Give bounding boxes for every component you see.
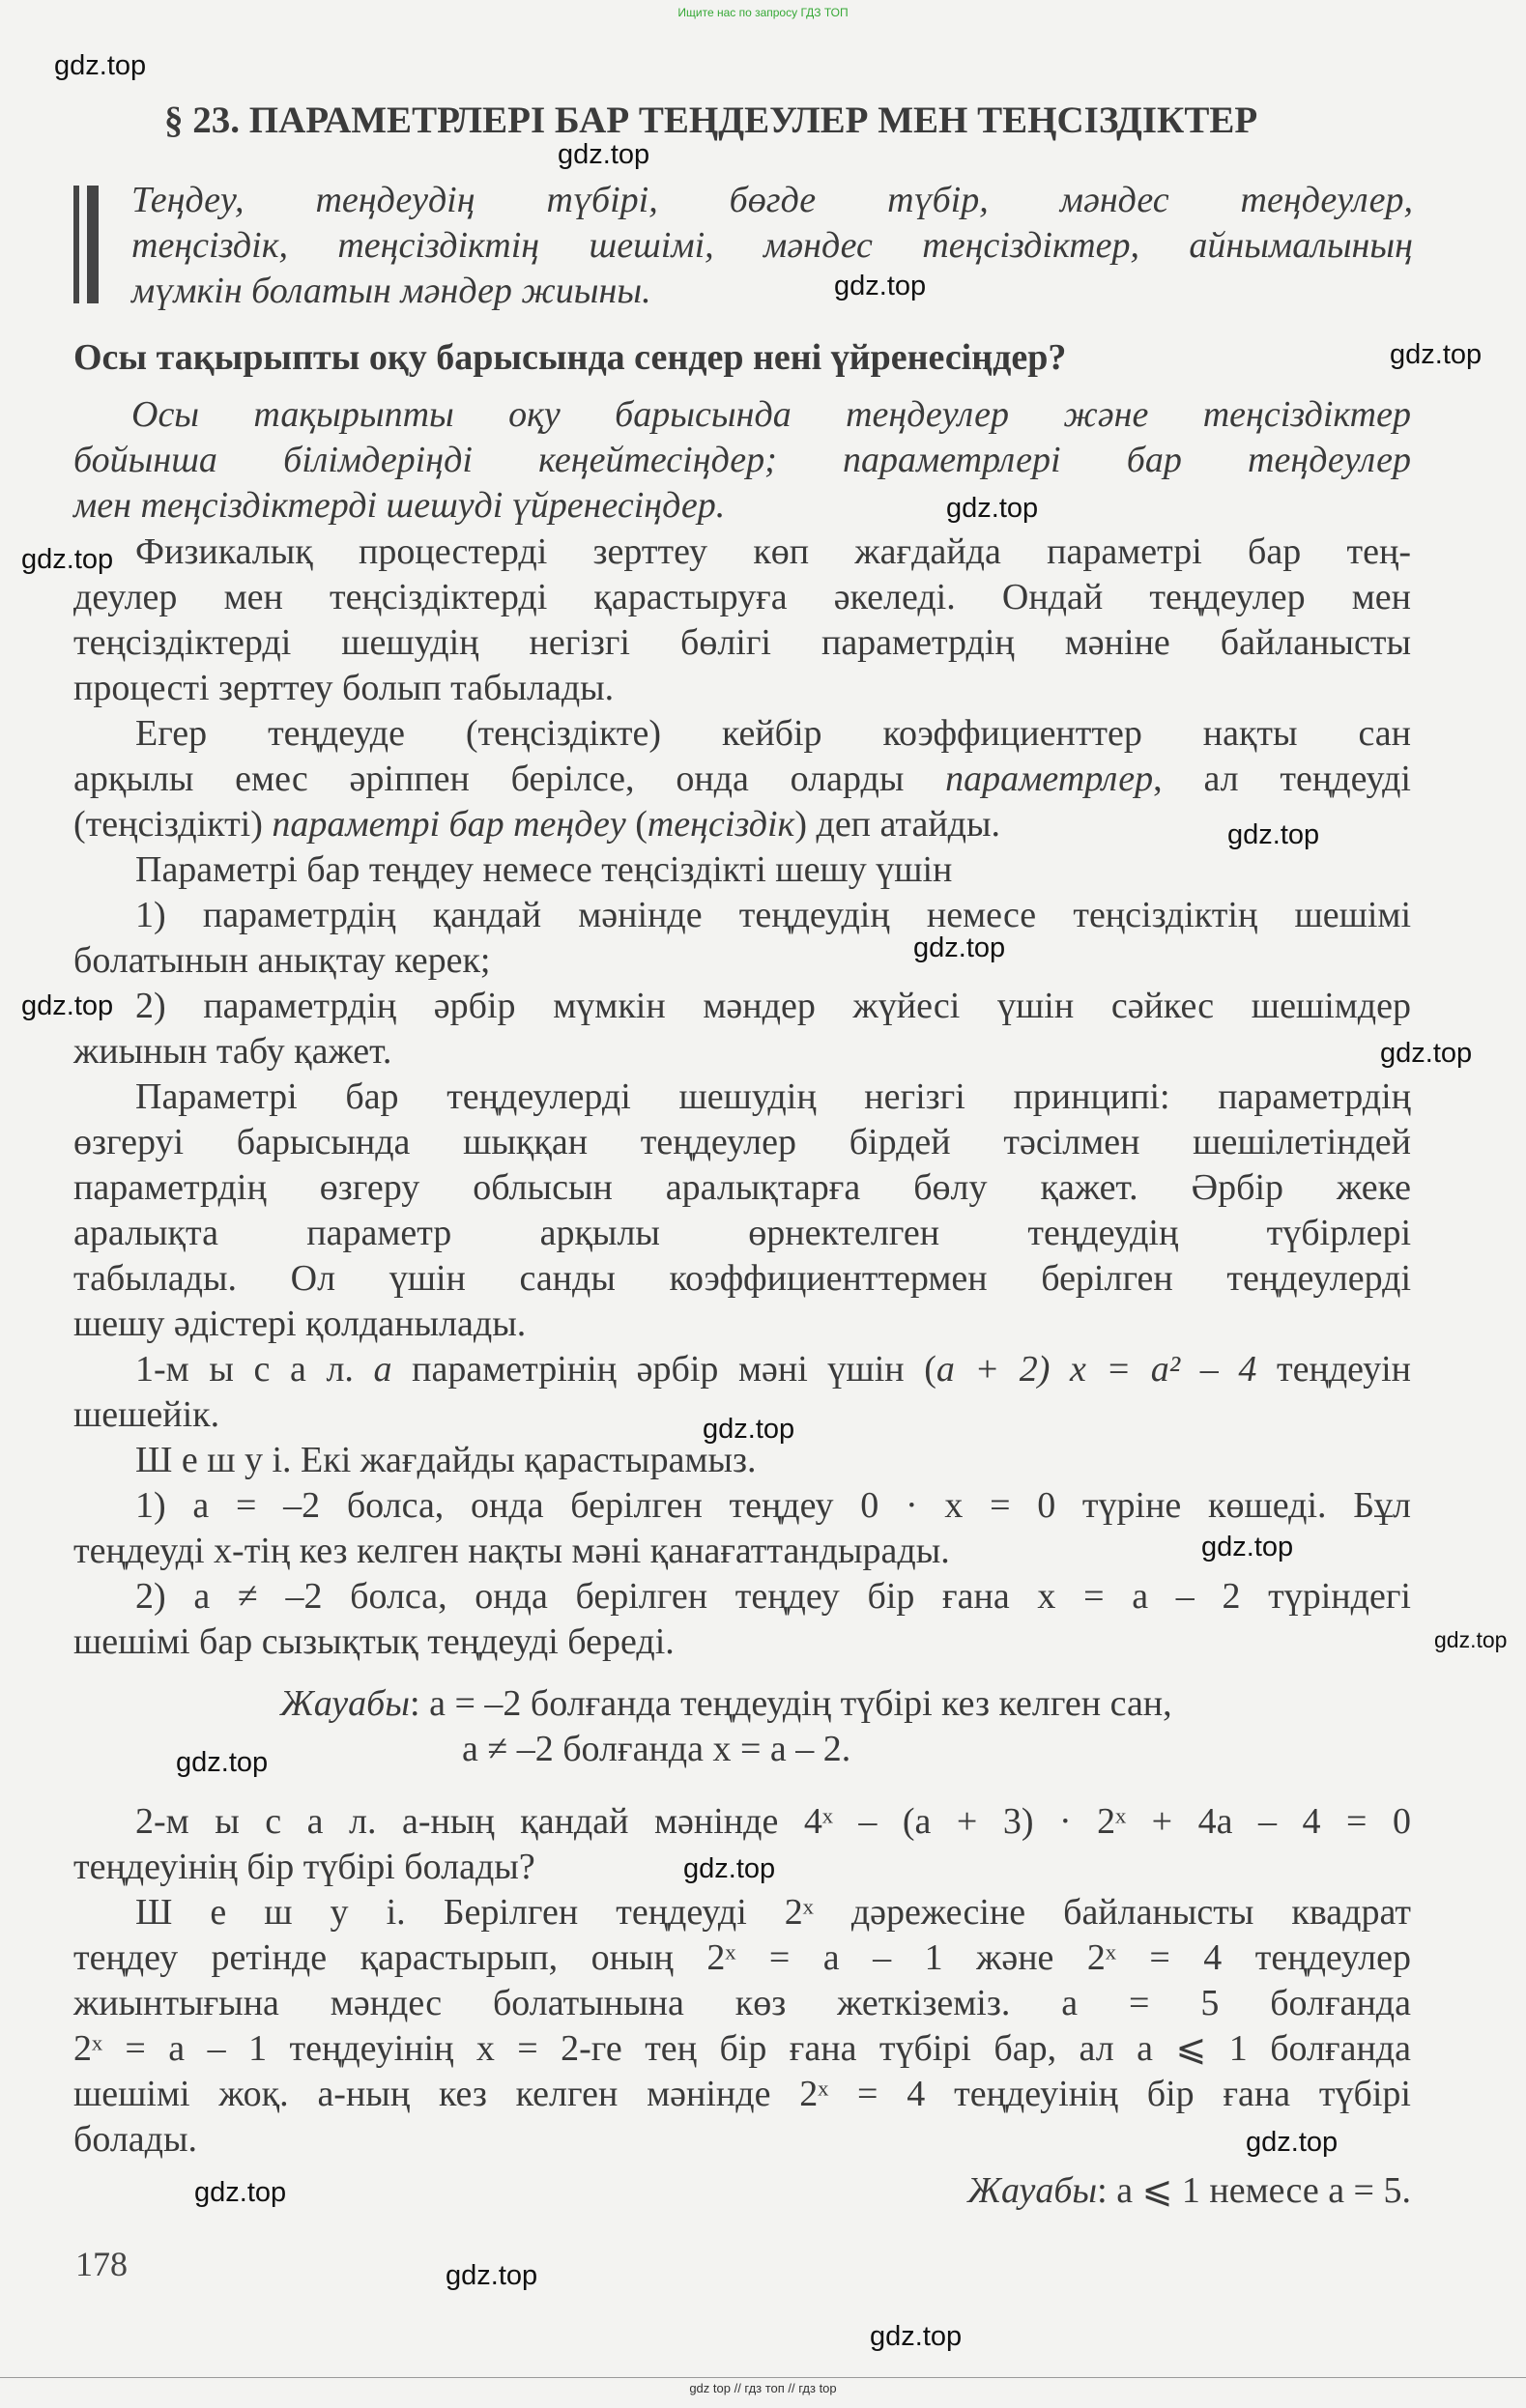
list-item: болатынын анықтау керек; — [73, 940, 491, 981]
watermark: gdz.top — [176, 1747, 269, 1778]
solution-line: шешімі бар сызықтық теңдеуді береді. — [73, 1621, 675, 1662]
watermark: gdz.top — [913, 932, 1006, 963]
section-heading: § 23. ПАРАМЕТРЛЕРІ БАР ТЕҢДЕУЛЕР МЕН ТЕҢСІЗДІКТЕР — [164, 100, 1258, 141]
watermark: gdz.top — [1434, 1627, 1508, 1652]
paragraph-line: деулер мен теңсіздіктерді қарастыруға әкеледі. Ондай теңдеулер мен — [73, 577, 1411, 617]
paragraph-line: өзгеруі барысында шыққан теңдеулер бірдей тәсілмен шешілетіндей — [73, 1122, 1411, 1162]
watermark: gdz.top — [21, 990, 114, 1021]
paragraph-line: теңсіздіктерді шешудің негізгі бөлігі параметрдің мәніне байланысты — [73, 622, 1411, 663]
watermark: gdz.top — [1246, 2127, 1339, 2158]
example-1-line: 1-м ы с а л. a параметрінің әрбір мәні үшін (a + 2) x = a² – 4 теңдеуін — [135, 1349, 1411, 1390]
watermark: gdz.top — [683, 1853, 776, 1884]
watermark: gdz.top — [558, 139, 650, 170]
watermark: gdz.top — [946, 493, 1039, 524]
paragraph-line: арқылы емес әріппен берілсе, онда оларды параметрлер, ал теңдеуді — [73, 759, 1411, 799]
list-item: жиынын табу қажет. — [73, 1031, 392, 1072]
paragraph-line: (теңсіздікті) параметрі бар теңдеу (теңсіздік) деп атайды. — [73, 804, 1001, 845]
keywords-line: теңсіздік, теңсіздіктің шешімі, мәндес теңсіздіктер, айнымалының — [131, 225, 1413, 266]
example-2-line: 2-м ы с а л. a-ның қандай мәнінде 4ˣ – (a + 3) · 2ˣ + 4a – 4 = 0 — [135, 1801, 1411, 1842]
watermark: gdz.top — [1380, 1038, 1473, 1069]
watermark: gdz.top — [870, 2321, 963, 2352]
bottom-banner: gdz top // гдз топ // гдз top — [689, 2381, 837, 2395]
solution-line: 2) a ≠ –2 болса, онда берілген теңдеу бір ғана x = a – 2 түріндегі — [135, 1576, 1411, 1617]
paragraph-line: аралықта параметр арқылы өрнектелген теңдеудің түбірлері — [73, 1213, 1411, 1253]
solution-line: 1) a = –2 болса, онда берілген теңдеу 0 · x = 0 түріне көшеді. Бұл — [135, 1485, 1411, 1526]
watermark: gdz.top — [1390, 339, 1483, 370]
watermark: gdz.top — [1201, 1532, 1294, 1562]
watermark: gdz.top — [1227, 819, 1320, 850]
keywords-bar — [73, 186, 79, 303]
watermark: gdz.top — [834, 271, 927, 301]
goals-line: мен теңсіздіктерді шешуді үйренесіңдер. — [73, 485, 726, 526]
list-item: 2) параметрдің әрбір мүмкін мәндер жүйесі үшін сәйкес шешімдер — [135, 986, 1411, 1026]
watermark: gdz.top — [194, 2177, 287, 2208]
solution-line: Ш е ш у і. Берілген теңдеуді 2ˣ дәрежесіне байланысты квадрат — [135, 1892, 1411, 1933]
solution-line: 2ˣ = a – 1 теңдеуінің x = 2-ге тең бір ғана түбірі бар, ал a ⩽ 1 болғанда — [73, 2028, 1411, 2069]
watermark: gdz.top — [446, 2260, 538, 2291]
paragraph-line: Параметрі бар теңдеу немесе теңсіздікті шешу үшін — [135, 849, 953, 890]
top-banner: Ищите нас по запросу ГДЗ ТОП — [677, 6, 849, 19]
paragraph-line: табылады. Ол үшін санды коэффициенттермен берілген теңдеулерді — [73, 1258, 1411, 1299]
paragraph-line: Параметрі бар теңдеулерді шешудің негізгі принципі: параметрдің — [135, 1076, 1411, 1117]
divider — [0, 2377, 1526, 2378]
keywords-line: мүмкін болатын мәндер жиыны. — [131, 271, 651, 311]
paragraph-line: Физикалық процестерді зерттеу көп жағдайда параметрі бар тең- — [135, 531, 1411, 572]
paragraph-line: Егер теңдеуде (теңсіздікте) кейбір коэффициенттер нақты сан — [135, 713, 1411, 754]
solution-line: жиынтығына мәндес болатынына көз жеткіземіз. a = 5 болғанда — [73, 1983, 1411, 2023]
solution-line: болады. — [73, 2119, 198, 2160]
answer-line: a ≠ –2 болғанда x = a – 2. — [462, 1729, 851, 1769]
keywords-line: Теңдеу, теңдеудің түбірі, бөгде түбір, мәндес теңдеулер, — [131, 180, 1413, 220]
goals-line: бойынша білімдеріңді кеңейтесіңдер; параметрлері бар теңдеулер — [73, 440, 1411, 480]
keywords-bar — [87, 186, 99, 303]
watermark: gdz.top — [703, 1414, 795, 1445]
watermark: gdz.top — [21, 544, 114, 575]
answer-line: Жауабы: a ⩽ 1 немесе a = 5. — [967, 2170, 1411, 2211]
example-2-line: теңдеуінің бір түбірі болады? — [73, 1847, 535, 1887]
solution-line: Ш е ш у і. Екі жағдайды қарастырамыз. — [135, 1440, 757, 1480]
section-question: Осы тақырыпты оқу барысында сендер нені үйренесіңдер? — [73, 337, 1067, 378]
paragraph-line: шешу әдістері қолданылады. — [73, 1304, 527, 1344]
goals-line: Осы тақырыпты оқу барысында теңдеулер және теңсіздіктер — [131, 394, 1411, 435]
solution-line: шешімі жоқ. a-ның кез келген мәнінде 2ˣ = 4 теңдеуінің бір ғана түбірі — [73, 2074, 1411, 2114]
solution-line: теңдеу ретінде қарастырып, оның 2ˣ = a – 1 және 2ˣ = 4 теңдеулер — [73, 1937, 1411, 1978]
solution-line: теңдеуді x-тің кез келген нақты мәні қанағаттандырады. — [73, 1531, 950, 1571]
page-number: 178 — [75, 2245, 128, 2283]
watermark: gdz.top — [54, 50, 147, 81]
list-item: 1) параметрдің қандай мәнінде теңдеудің немесе теңсіздіктің шешімі — [135, 895, 1411, 935]
paragraph-line: параметрдің өзгеру облысын аралықтарға бөлу қажет. Әрбір жеке — [73, 1167, 1411, 1208]
paragraph-line: процесті зерттеу болып табылады. — [73, 668, 615, 708]
answer-line: Жауабы: a = –2 болғанда теңдеудің түбірі кез келген сан, — [280, 1683, 1172, 1724]
example-1-line: шешейік. — [73, 1394, 220, 1435]
